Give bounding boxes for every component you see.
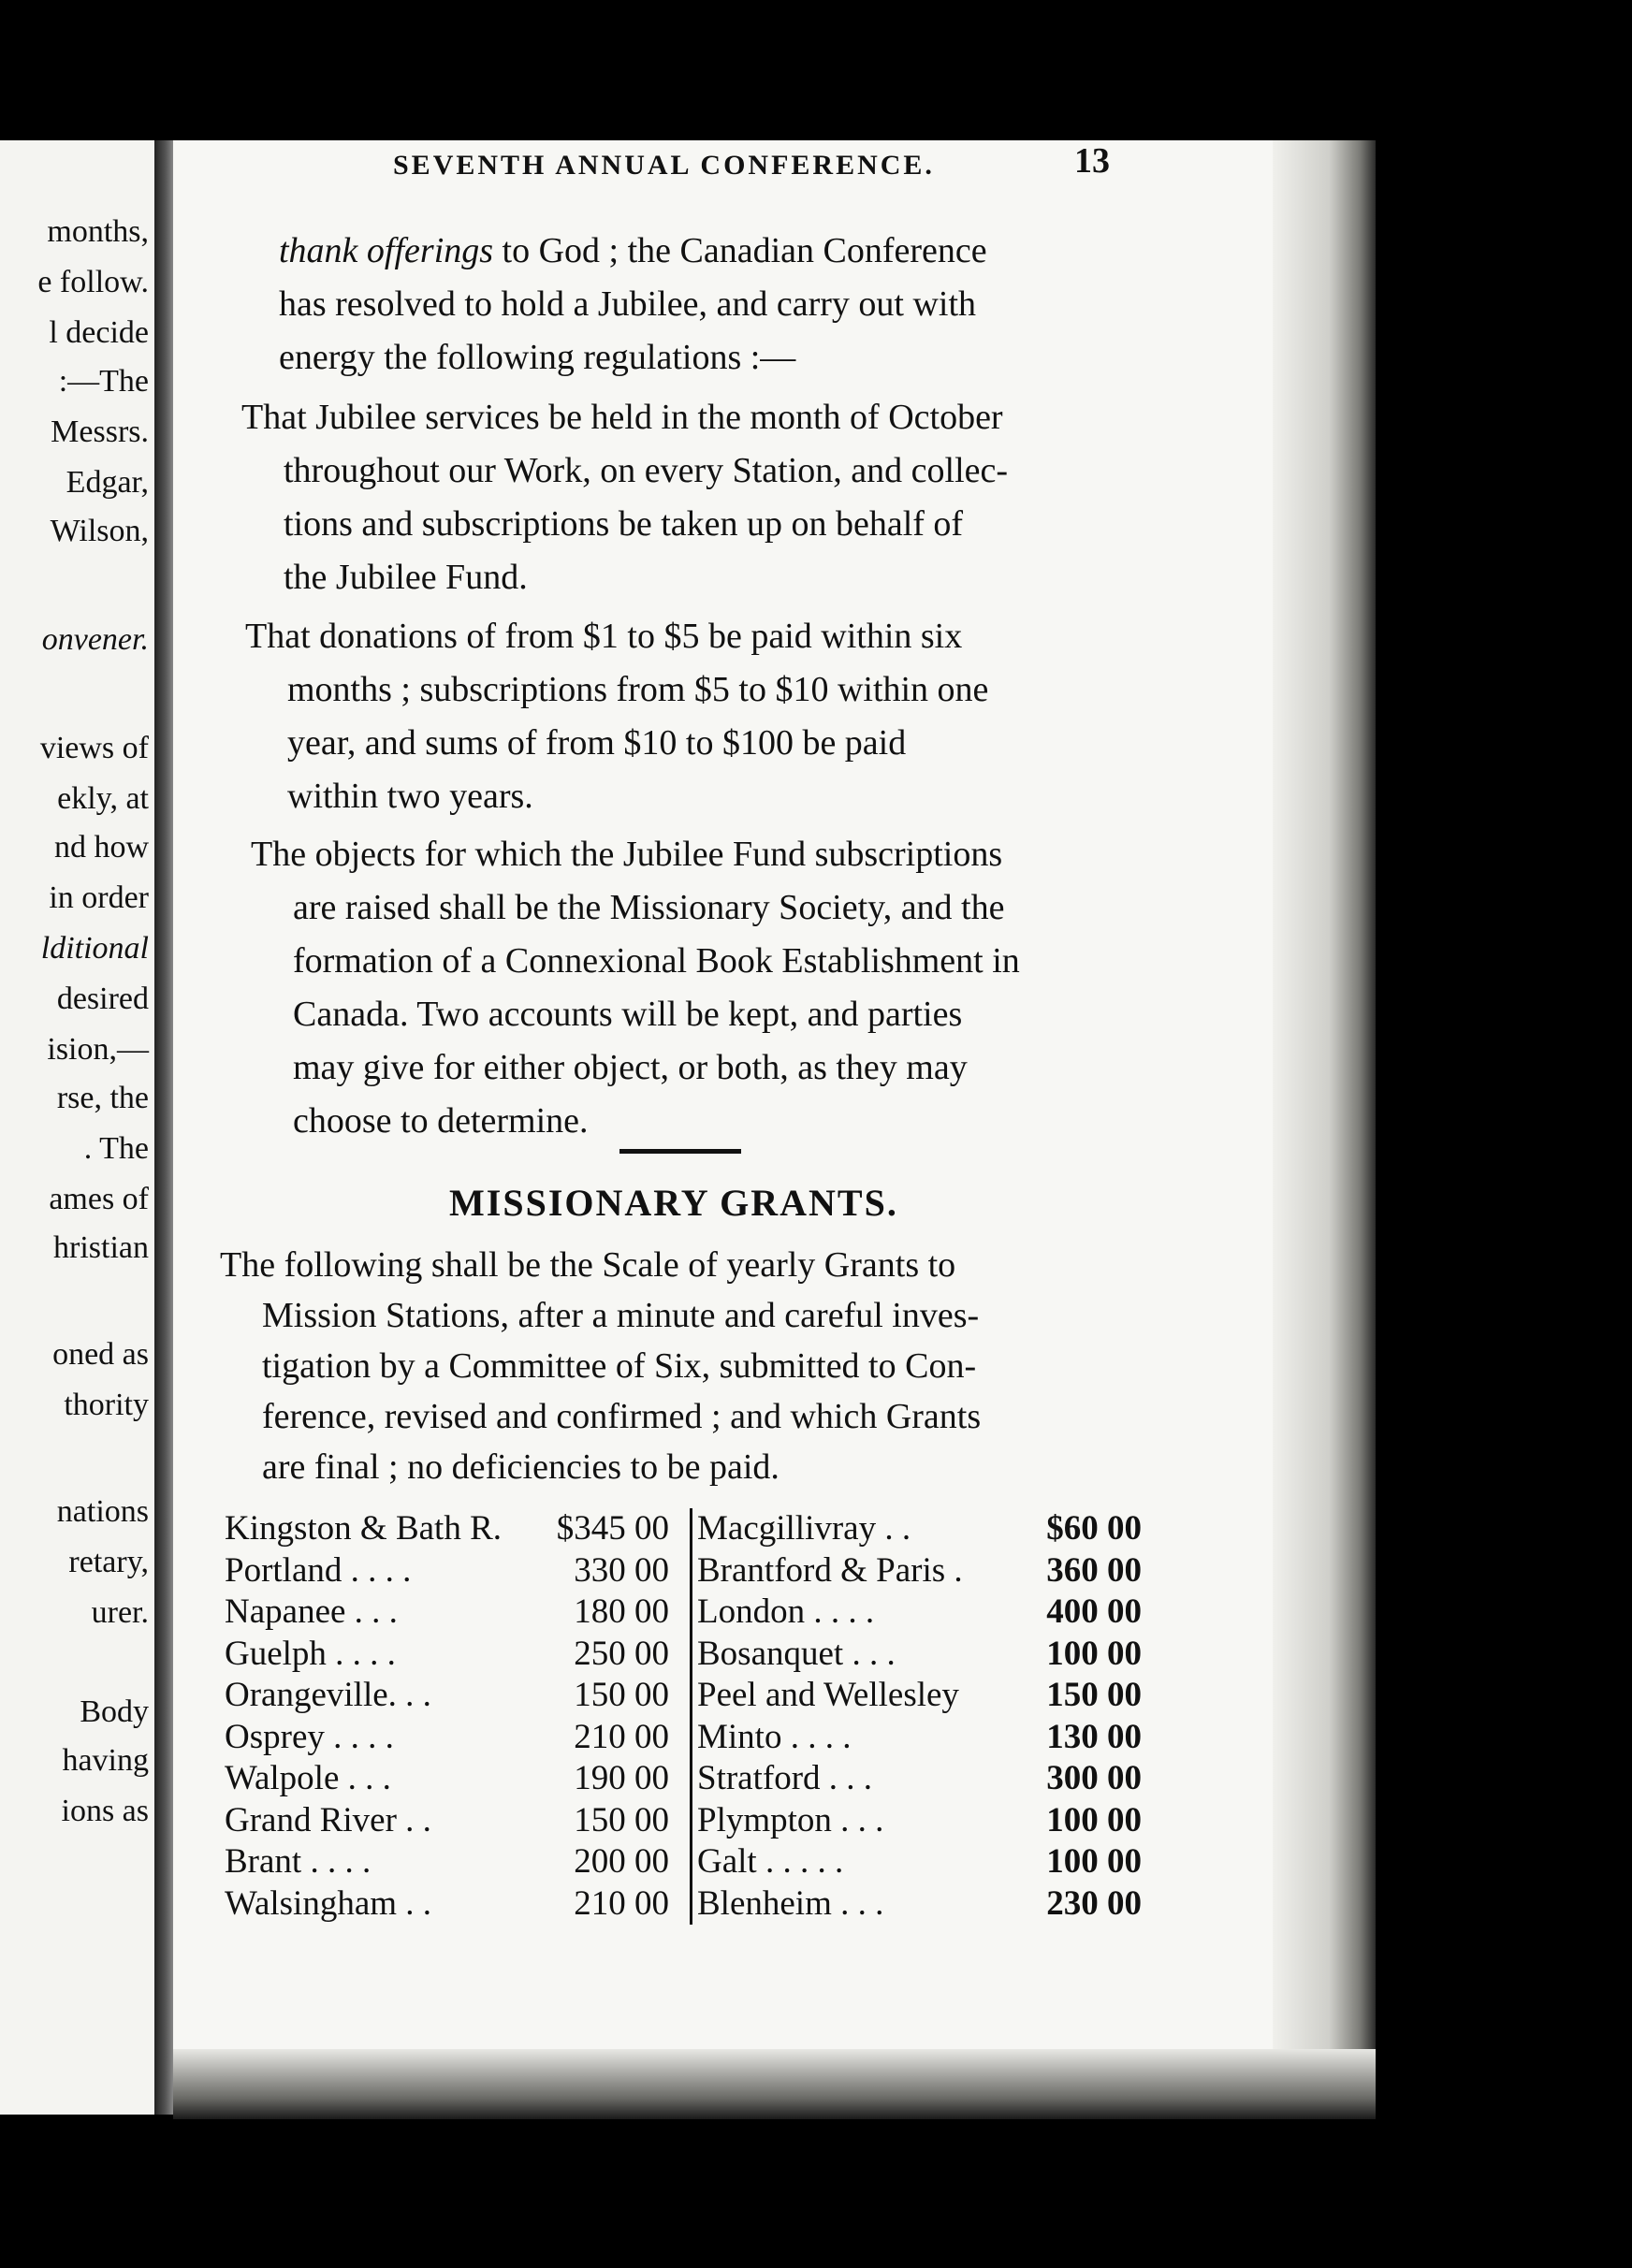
table-column-divider — [690, 1508, 692, 1925]
right-station: Brantford & Paris . — [697, 1550, 963, 1590]
left-page-line: views of — [39, 731, 149, 765]
right-station: London . . . . — [697, 1592, 875, 1631]
right-amount: 230 00 — [1046, 1883, 1142, 1923]
right-amount: 300 00 — [1046, 1759, 1142, 1797]
regulation-3 — [251, 828, 1020, 1148]
left-station: Kingston & Bath R. — [225, 1509, 503, 1548]
right-station: Blenheim . . . — [697, 1883, 884, 1923]
regulation-1-line: tions and subscriptions be taken up on behalf of — [284, 504, 964, 544]
left-amount: 210 00 — [574, 1883, 669, 1923]
left-amount: 210 00 — [574, 1717, 669, 1756]
right-amount: 100 00 — [1046, 1634, 1142, 1673]
regulation-1-line: throughout our Work, on every Station, and collec- — [284, 451, 1009, 490]
regulation-3-line: formation of a Connexional Book Establishment in — [293, 941, 1020, 981]
left-page-line: l decide — [49, 315, 149, 350]
regulation-3-line: choose to determine. — [293, 1101, 589, 1141]
intro-line-2: has resolved to hold a Jubilee, and carry out with — [279, 284, 977, 324]
right-station: Minto . . . . — [697, 1717, 852, 1756]
grants-intro-line: are final ; no deficiencies to be paid. — [262, 1447, 780, 1487]
regulation-3-line: may give for either object, or both, as they may — [293, 1048, 968, 1087]
left-amount: 180 00 — [574, 1592, 669, 1631]
intro-paragraph — [279, 225, 987, 385]
right-amount: 150 00 — [1046, 1676, 1142, 1714]
grants-intro-line: The following shall be the Scale of yearly Grants to — [220, 1245, 956, 1285]
left-page-line: Body — [80, 1694, 149, 1729]
left-amount: 250 00 — [574, 1634, 669, 1673]
left-page-line: oned as — [52, 1337, 149, 1372]
left-station: Napanee . . . — [225, 1592, 398, 1631]
left-page-line: in order — [49, 880, 149, 915]
left-page-line: ames of — [49, 1182, 149, 1216]
regulation-3-line: are raised shall be the Missionary Society, and the — [293, 888, 1005, 927]
regulation-2-line: year, and sums of from $10 to $100 be paid — [287, 723, 907, 763]
intro-line-1-rest: to God ; the Canadian Conference — [493, 231, 987, 270]
left-station: Guelph . . . . — [225, 1634, 396, 1673]
section-divider — [619, 1149, 741, 1154]
left-page-line: urer. — [91, 1595, 149, 1630]
page-edge-shading — [1273, 140, 1376, 2115]
left-page-line: hristian — [53, 1230, 149, 1265]
left-station: Portland . . . . — [225, 1550, 412, 1590]
left-page-line: Wilson, — [50, 514, 149, 548]
left-station: Orangeville. . . — [225, 1676, 431, 1714]
right-amount: 100 00 — [1046, 1800, 1142, 1839]
left-page-line: e follow. — [37, 265, 149, 299]
left-station: Walpole . . . — [225, 1759, 391, 1797]
right-station: Peel and Wellesley — [697, 1676, 959, 1714]
right-station: Plympton . . . — [697, 1800, 884, 1839]
right-station: Macgillivray . . — [697, 1509, 911, 1548]
regulation-2-line: months ; subscriptions from $5 to $10 within one — [287, 670, 989, 709]
grants-intro-line: Mission Stations, after a minute and careful inves- — [262, 1296, 980, 1335]
left-page-line: nd how — [53, 830, 149, 865]
book-gutter — [154, 140, 173, 2115]
left-page-line: lditional — [40, 931, 149, 966]
left-amount: 200 00 — [574, 1842, 669, 1881]
grants-intro-line: ference, revised and confirmed ; and which Grants — [262, 1397, 982, 1436]
regulation-3-line: Canada. Two accounts will be kept, and parties — [293, 995, 963, 1034]
right-station: Bosanquet . . . — [697, 1634, 896, 1673]
left-page-line: ekly, at — [57, 781, 149, 816]
right-amount: $60 00 — [1046, 1509, 1142, 1548]
left-page-line: :—The — [58, 364, 149, 399]
running-head: SEVENTH ANNUAL CONFERENCE. — [393, 150, 935, 181]
left-page-line: ision,— — [47, 1032, 149, 1067]
left-page-line: ions as — [61, 1794, 149, 1828]
left-station: Osprey . . . . — [225, 1717, 394, 1756]
left-page-line: . The — [83, 1131, 149, 1166]
intro-line-3: energy the following regulations :— — [279, 338, 796, 377]
grants-intro-line: tigation by a Committee of Six, submitted to Con- — [262, 1346, 977, 1386]
regulation-1 — [241, 391, 1008, 604]
left-amount: 150 00 — [574, 1800, 669, 1839]
left-station: Walsingham . . — [225, 1883, 432, 1923]
left-page-line: Edgar, — [66, 465, 149, 500]
grants-intro — [220, 1240, 981, 1492]
page-bottom-shadow — [173, 2049, 1376, 2119]
left-page-line: thority — [64, 1388, 149, 1422]
right-amount: 100 00 — [1046, 1842, 1142, 1881]
previous-page-fragment — [0, 140, 154, 2115]
left-page-line: desired — [56, 981, 149, 1016]
regulation-1-line: That Jubilee services be held in the month of October — [241, 398, 1003, 437]
regulation-3-line: The objects for which the Jubilee Fund subscriptions — [251, 835, 1003, 874]
left-page-line: nations — [56, 1494, 149, 1529]
right-amount: 360 00 — [1046, 1550, 1142, 1590]
left-amount: 190 00 — [574, 1759, 669, 1797]
left-page-line: Messrs. — [51, 414, 149, 449]
left-page-line: onvener. — [41, 622, 149, 657]
page-number: 13 — [1074, 141, 1110, 181]
regulation-2-line: within two years. — [287, 777, 533, 816]
intro-line-1 — [279, 225, 987, 278]
intro-italic-lead: thank offerings — [279, 231, 494, 270]
left-station: Brant . . . . — [225, 1842, 372, 1881]
left-amount: $345 00 — [556, 1509, 669, 1548]
regulation-2-line: That donations of from $1 to $5 be paid within six — [245, 617, 963, 656]
left-page-line: months, — [47, 214, 149, 249]
regulation-2 — [245, 610, 988, 823]
left-station: Grand River . . — [225, 1800, 431, 1839]
right-station: Stratford . . . — [697, 1759, 873, 1797]
section-title: MISSIONARY GRANTS. — [449, 1182, 898, 1224]
left-amount: 150 00 — [574, 1676, 669, 1714]
left-amount: 330 00 — [574, 1550, 669, 1590]
right-station: Galt . . . . . — [697, 1842, 844, 1881]
right-amount: 130 00 — [1046, 1717, 1142, 1756]
left-page-line: having — [62, 1743, 149, 1778]
right-amount: 400 00 — [1046, 1592, 1142, 1631]
left-page-line: retary, — [68, 1545, 149, 1579]
left-page-line: rse, the — [56, 1081, 149, 1115]
regulation-1-line: the Jubilee Fund. — [284, 558, 528, 597]
